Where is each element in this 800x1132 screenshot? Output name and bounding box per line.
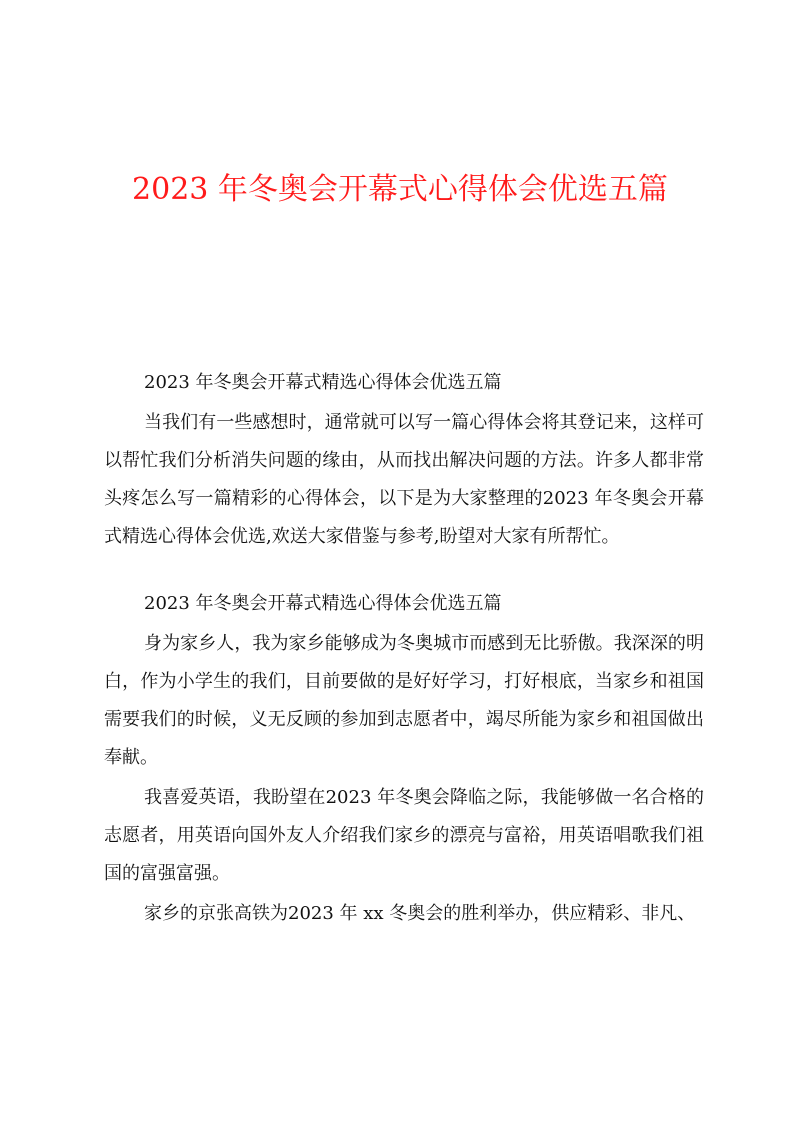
section-heading: 2023 年冬奥会开幕式精选心得体会优选五篇 xyxy=(144,593,502,614)
body-paragraph: 家乡的京张高铁为2023 年 xx 冬奥会的胜利举办，供应精彩、非凡、 xyxy=(144,903,696,924)
intro-paragraph: 当我们有一些感想时，通常就可以写一篇心得体会将其登记来，这样可以帮忙我们分析消失问题的缘由，从而找出解决问题的方法。许多人都非常头疼怎么写一篇精彩的心得体会，以下是为大家整理的2023 年冬奥会开幕式精选心得体会优选,欢送大家借鉴与参考,盼望对大家有所帮忙。 xyxy=(104,412,704,547)
section-heading: 2023 年冬奥会开幕式精选心得体会优选五篇 xyxy=(144,372,502,393)
body-paragraph: 身为家乡人，我为家乡能够成为冬奥城市而感到无比骄傲。我深深的明白，作为小学生的我们，目前要做的是好好学习，打好根底，当家乡和祖国需要我们的时候，义无反顾的参加到志愿者中，竭尽所能为家乡和祖国做出奉献。 xyxy=(104,633,704,768)
body-paragraph: 我喜爱英语，我盼望在2023 年冬奥会降临之际，我能够做一名合格的志愿者，用英语向国外友人介绍我们家乡的漂亮与富裕，用英语唱歌我们祖国的富强富强。 xyxy=(104,787,704,884)
document-body xyxy=(104,364,704,933)
document-title: 2023 年冬奥会开幕式心得体会优选五篇 xyxy=(132,172,668,207)
